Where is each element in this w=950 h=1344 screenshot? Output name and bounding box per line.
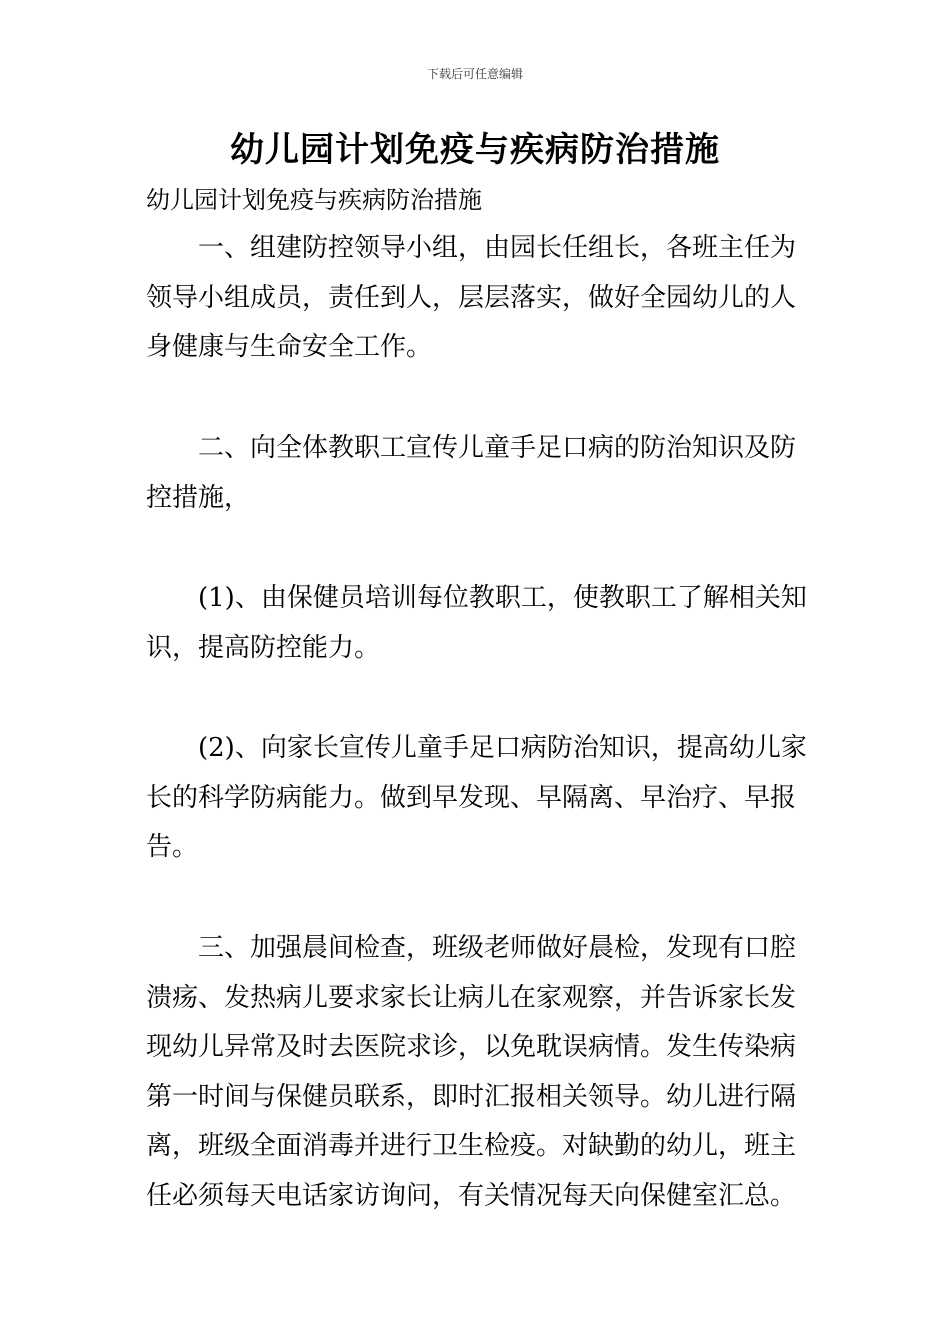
paragraph-line: 控措施， [146,482,251,513]
paragraph-line: 三、加强晨间检查，班级老师做好晨检，发现有口腔 [198,933,797,963]
paragraph-line: (1)、由保健员培训每位教职工，使教职工了解相关知 [198,583,807,613]
paragraph-2 [146,424,826,523]
paragraph-line: 二、向全体教职工宣传儿童手足口病的防治知识及防 [198,433,797,463]
paragraph-line: 长的科学防病能力。做到早发现、早隔离、早治疗、早报 [146,782,797,813]
paragraph-4 [146,724,826,873]
paragraph-line: 一、组建防控领导小组，由园长任组长，各班主任为 [198,233,797,263]
paragraph-line: 现幼儿异常及时去医院求诊，以免耽误病情。发生传染病 [146,1032,797,1062]
paragraph-line: 识，提高防控能力。 [146,632,381,663]
paragraph-5 [146,924,826,1221]
paragraph-line: 领导小组成员，责任到人，层层落实，做好全园幼儿的人 [146,282,797,313]
paragraph-1 [146,224,826,373]
document-title: 幼儿园计划免疫与疾病防治措施 [230,130,720,170]
paragraph-line: 第一时间与保健员联系，即时汇报相关领导。幼儿进行隔 [146,1081,797,1112]
paragraph-3 [146,574,826,673]
paragraph-line: (2)、向家长宣传儿童手足口病防治知识，提高幼儿家 [198,733,807,763]
paragraph-line: 离，班级全面消毒并进行卫生检疫。对缺勤的幼儿，班主 [146,1131,797,1161]
paragraph-line: 身健康与生命安全工作。 [146,332,433,362]
paragraph-line: 告。 [146,832,199,862]
header-note: 下载后可任意编辑 [426,67,523,81]
document-subtitle: 幼儿园计划免疫与疾病防治措施 [146,186,482,214]
paragraph-line: 溃疡、发热病儿要求家长让病儿在家观察，并告诉家长发 [146,982,797,1013]
paragraph-line: 任必须每天电话家访询问，有关情况每天向保健室汇总。 [146,1180,797,1211]
